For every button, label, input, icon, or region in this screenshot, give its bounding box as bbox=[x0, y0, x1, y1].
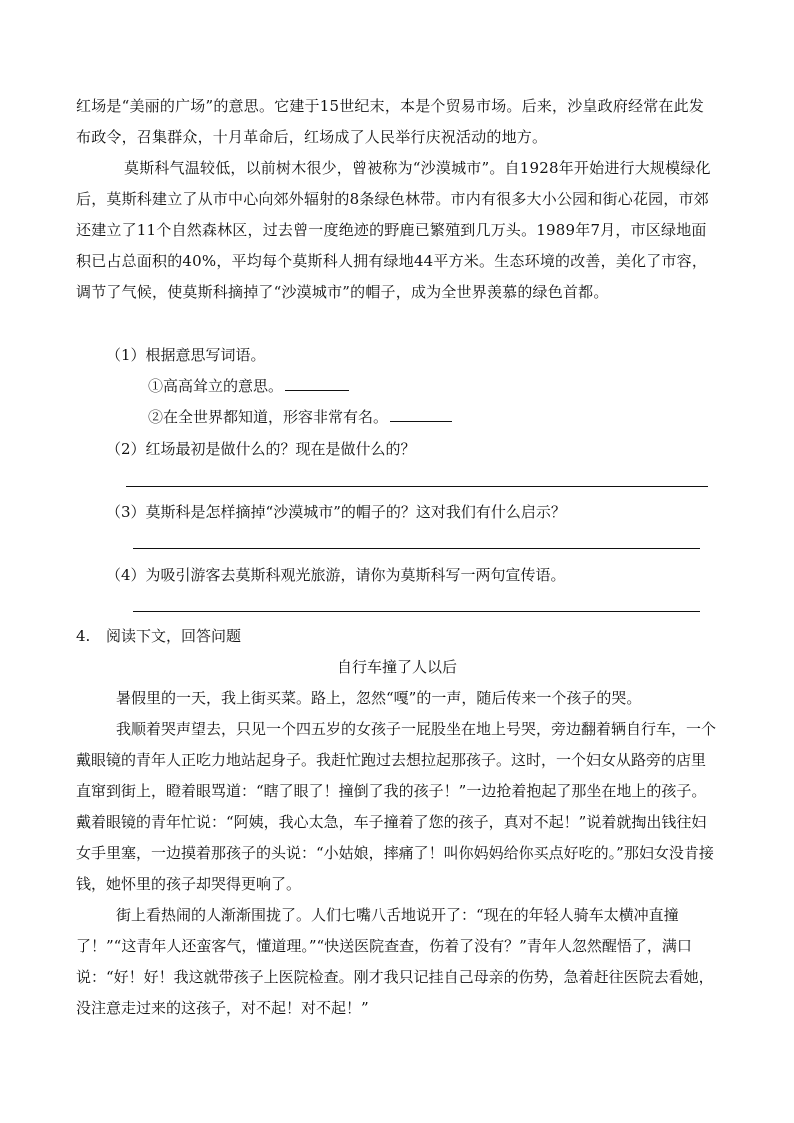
answer-line-2[interactable] bbox=[126, 486, 708, 487]
question-4: （4）为吸引游客去莫斯科观光旅游，请你为莫斯科写一两句宣传语。 bbox=[106, 566, 566, 584]
passage-paragraph-2: 莫斯科气温较低，以前树木很少，曾被称为“沙漠城市”。自1928年开始进行大规模绿化后，莫斯科建立了从市中心向郊外辐射的8条绿色林带。市内有很多大小公园和街心花园，市郊还建立了11个自然森林区，过去曾一度绝迹的野鹿已繁殖到几万头。1989年7月，市区绿地面积已占总面积的40%，平均每个莫斯科人拥有绿地44平方米。生态环境的改善，美化了市容，调节了气候，使莫斯科摘掉了“沙漠城市”的帽子，成为全世界羡慕的绿色首都。 bbox=[76, 159, 711, 301]
question-3: （3）莫斯科是怎样摘掉“沙漠城市”的帽子的？这对我们有什么启示？ bbox=[106, 503, 566, 521]
question-1: （1）根据意思写词语。 bbox=[106, 346, 266, 364]
answer-line-4[interactable] bbox=[133, 611, 700, 612]
article-title: 自行车撞了人以后 bbox=[336, 658, 457, 676]
section-number: 4. bbox=[76, 627, 91, 645]
answer-blank-1a[interactable] bbox=[285, 372, 349, 391]
question-1-item-b bbox=[148, 402, 452, 433]
article-paragraph-1: 暑假里的一天，我上街买菜。路上，忽然“嘎”的一声，随后传来一个孩子的哭。 bbox=[116, 689, 642, 707]
question-2: （2）红场最初是做什么的？现在是做什么的？ bbox=[106, 440, 416, 458]
article-paragraph-3: 街上看热闹的人渐渐围拢了。人们七嘴八舌地说开了：“现在的年轻人骑车太横冲直撞了！”“这青年人还蛮客气，懂道理。”“快送医院查查，伤着了没有？”青年人忽然醒悟了，满口说：“好！好！我这就带孩子上医院检查。刚才我只记挂自己母亲的伤势，急着赶往医院去看她，没注意走过来的这孩子，对不起！对不起！” bbox=[76, 906, 714, 1017]
answer-blank-1b[interactable] bbox=[390, 403, 452, 422]
question-1-item-b-text: ②在全世界都知道，形容非常有名。 bbox=[148, 408, 389, 426]
section-instruction: 阅读下文，回答问题 bbox=[106, 627, 242, 645]
answer-line-3[interactable] bbox=[133, 548, 700, 549]
question-1-item-a-text: ①高高耸立的意思。 bbox=[148, 377, 284, 395]
article-paragraph-2: 我顺着哭声望去，只见一个四五岁的女孩子一屁股坐在地上号哭，旁边翻着辆自行车，一个戴眼镜的青年人正吃力地站起身子。我赶忙跑过去想拉起那孩子。这时，一个妇女从路旁的店里直窜到街上，瞪着眼骂道：“瞎了眼了！撞倒了我的孩子！”一边抢着抱起了那坐在地上的孩子。戴着眼镜的青年忙说：“阿姨，我心太急，车子撞着了您的孩子，真对不起！”说着就掏出钱往妇女手里塞，一边摸着那孩子的头说：“小姑娘，摔痛了！叫你妈妈给你买点好吃的。”那妇女没肯接钱，她怀里的孩子却哭得更响了。 bbox=[76, 720, 717, 893]
section-4-heading bbox=[76, 621, 241, 652]
question-1-item-a bbox=[148, 371, 349, 402]
passage-paragraph-1: 红场是“美丽的广场”的意思。它建于15世纪末，本是个贸易市场。后来，沙皇政府经常在此发布政令，召集群众，十月革命后，红场成了人民举行庆祝活动的地方。 bbox=[76, 97, 705, 146]
